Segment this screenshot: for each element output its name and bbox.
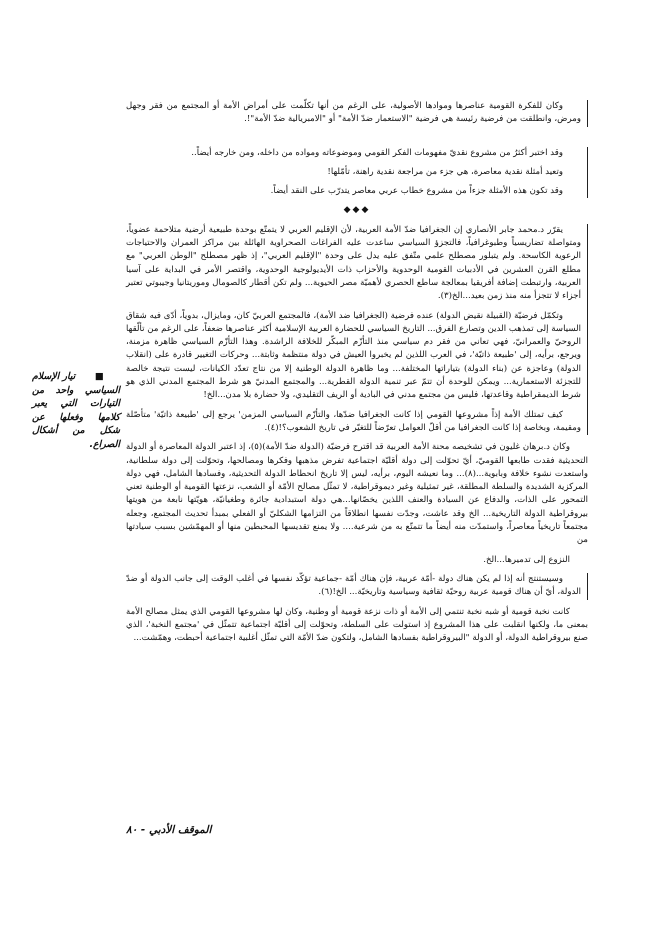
paragraph: وكان للفكرة القومية عناصرها وموادها الأصولية، على الرغم من أنها تكلّمت على أمراض الأمة أو المجتمع من فقر وجهل ومرض، وانطلقت من فرضية رئيسة هي فرضية "الاستعمار ضدّ الأمة" أو "الامبريالية ضدّ الأمة"!.	[126, 101, 581, 125]
bullet-square-icon: ■	[94, 371, 121, 382]
paragraph: وتعيد أمثلة نقدية معاصرة، هي جزء من مراجعة نقدية راهنة، تأمّلها!	[327, 166, 563, 177]
pull-quote	[32, 370, 120, 451]
intro-block	[126, 100, 588, 127]
paragraph: وسيستنتج أنه إذا لم يكن هناك دولة -أمّة عربية، فإن هناك أمّة -جماعية تؤكّد نفسها في أغلب الوقت إلى جانب الدولة أو ضدّ الدولة، أيّ أن هناك قومية عربية روحيّة ثقافية وسياسية وتاريخيّة... الخ!(٦).	[126, 573, 581, 598]
page-footer: الموقف الأدبي - ٨٠	[126, 824, 212, 836]
paragraph: وقد اختبر أكثرُ من مشروع نقديّ مفهومات الفكر القومي وموضوعاته ومواده من داخله، ومن خارجه أيضاً..	[191, 147, 563, 158]
ansari-block	[126, 224, 588, 435]
ghalioun-block	[126, 573, 588, 600]
pull-quote-text: تيار الإسلام السياسي واحد من التيارات التي يعبر كلامها وفعلها عن شكل من أشكال الصراع.	[32, 371, 120, 450]
article-body	[126, 100, 588, 651]
paragraph: كيف تمتلك الأمة إذاً مشروعها القومي إذا كانت الجغرافيا ضدّها، والتأزّم السياسي المزمن' يرجع إلى 'طبيعة ذاتيّة' متأصّلة ومقيمة، وبخاصة إذا كانت الجغرافيا من أقلّ العوامل تعرّضاً للتغيّر في تاريخ الشعوب؟!(٤).	[126, 409, 581, 433]
paragraph: يقرّر د.محمد جابر الأنصاري إن الجغرافيا ضدّ الأمة العربية، لأن الإقليم العربي لا يتمتّع بوحدة طبيعية أرضية متلاحمة عضوياً، ومتواصلة تضاريسياً وطبوغرافياً، فالتجزؤ السياسي ساعدت عليه الفراغات الصحراوية الهائلة بين مراكز العمران والاحتياجات الرعوية الكاسحة. ولم يتبلور مصطلح علمي متّفق عليه يدل على وحدة "الإقليم العربي"، إذ ظهر مصطلح "الوطن العربي" مع مطلع القرن العشرين في الأدبيات القومية الوحدوية والأحزاب ذات الأيديولوجية الوحدوية، واقتصر الأمر في البداية على آسيا العربية، وارتبطت إضافة أفريقيا بمعالجة ساطع الحصري لأهميّة مصر الحيوية... ولم تكن أقطار كالصومال وموريتانيا وجيبوتي تعتبر أجزاء لا تتجزأ منه منذ زمن بعيد...الخ(٣).	[126, 224, 581, 302]
paragraph: وتكمّل فرضيّة (القبيلة نقيض الدولة) عنده فرضية (الجغرافيا ضد الأمة)، فالمجتمع العربيّ كان، ومايزال، بدوياً، أدّى فيه شقاق السياسة إلى تمذهب الدين وتصارع الفرق... التاريخ السياسي للحضارة العربية الإسلامية أكثر عناصرها ضعفاً، على الرغم من تألّقها الروحيّ والعمرانيّ، فهي تعاني من فقر دم سياسي منذ التأزّم المبكّر للخلافة الراشدة. وهذا التأزّم السياسي ظاهرة مزمنة، ويرجع، برأيه، إلى 'طبيعة ذاتيّة'، في العرب اللذين لم يخبروا العيش في دولة منتظمة وثابتة... وحركات التغيير قادرة على (انقلاب الدولة) وعاجزة عن (بناء الدولة) بتياراتها المختلفة... وما ظاهرة الدولة الوطنية إلا من نتاج تعدّد الكيانات، ليست نتيجة خالصة للتجزئة الاستعمارية... ويمكن للوحدة أن تتمّ عبر تنمية الدولة القطرية... والمجتمع المدنيّ هو شرط المجتمع المدني الذي هو شرط الديمقراطية وقاعدتها، فليس من مجتمع مدني في البادية أو الريف التقليدي، ولا حضارة بلا مدن...الخ!	[126, 310, 581, 401]
section-separator: ◆◆◆	[343, 205, 371, 216]
paragraph: كانت نخبة قومية أو شبه نخبة تنتمي إلى الأمة أو ذات نزعة قومية أو وطنية، وكان لها مشروعها القومي الذي يمثل مصالح الأمة بمعنى ما، ولكنها انقلبت على هذا المشروع إذ استولت على السلطة، وتحوّلت إلى أقليّة اجتماعية تتمثّل في 'مجتمع النخبة'، الذي صنع بيروقراطية الدولة، أو الدولة "البيروقراطية بفسادها الشامل، ولتكون ضدّ الأمّة التي تمثّل أغلبية اجتماعية أحبطت، وهمّشت...	[126, 606, 588, 644]
paragraph: وقد تكون هذه الأمثلة جزءاً من مشروع خطاب عربي معاصر يتدرّب على النقد أيضاً.	[270, 186, 563, 197]
examples-block	[126, 147, 588, 199]
paragraph: النزوع إلى تدميرها...الخ.	[483, 554, 570, 565]
paragraph: وكان د.برهان غليون في تشخيصه محنة الأمة العربية قد اقترح فرضيّة (الدولة ضدّ الأمة)(٥)، إذ اعتبر الدولة المعاصرة أو الدولة التحديثية فقدت طابعها القوميّ، أيّ تحوّلت إلى دولة أقليّة اجتماعية تفرض مذهبها وفكرها ومصالحها، وتحوّلت إلى دولة سلطانية، واستعدت نشوء خلافة وبابوية...(٨)... وما نعيشه اليوم، برأيه، ليس إلا تاريخ انحطاط الدولة التحديثية، وفسادها الشامل، فهي دولة المركزية الشديدة والسلطة المطلقة، غير تمثيلية وغير ديموقراطية، لا تمثّل مصالح الأمّة أو الشعب، نزعتها القومية أو الوطنية تعني التمحور على الذات، والدفاع عن السيادة والعنف اللذين يخصّانها...هي دولة استبدادية جائرة وطغيانيّة، هويّتها نابعة من هويتها بيروقراطية الدولة التاريخية... الخ وقد عاشت، وجدّت نفسها انطلاقاً من التزامها الشكليّ أو الفعلي بمبدأ تحديث المجتمع، وجعله مجتمعاً تاريخياً معاصراً، واستمدّت منه أيضاً ما تتمتّع به من شرعية.... ولا يمنع تقديسها المحبطين منها أو المهمّشين بسبب سيادتها من	[126, 442, 588, 546]
